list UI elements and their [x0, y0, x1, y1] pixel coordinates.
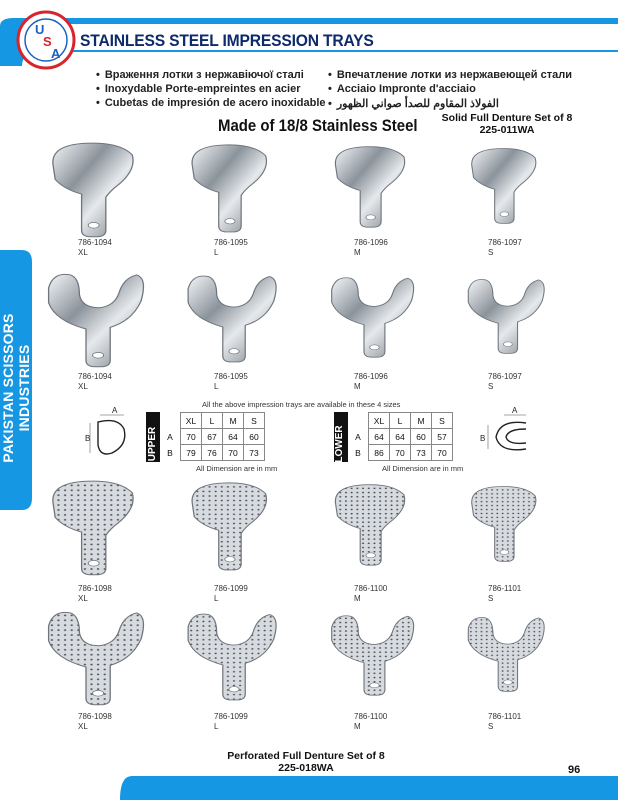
dimension-value: 70 [181, 429, 202, 445]
lang-russian: • Впечатление лотки из нержавеющей стали [328, 69, 572, 81]
perforated-upper-tray-l [182, 480, 284, 573]
solid-lower-tray-m [326, 274, 421, 360]
solid-lower-tray-label [488, 372, 522, 392]
solid-upper-tray-l [182, 142, 284, 235]
dimension-value: 86 [369, 445, 390, 461]
solid-upper-tray-xl [42, 140, 152, 240]
tray-size: L [214, 248, 219, 257]
dimension-row [348, 429, 453, 445]
side-company-label: PAKISTAN SCISSORS INDUSTRIES [0, 313, 32, 463]
tray-code: 786-1099 [214, 712, 248, 721]
solid-upper-tray-label [214, 238, 248, 258]
dimension-label: A [355, 431, 361, 442]
tray-size: S [488, 248, 494, 257]
solid-upper-tray-s [463, 146, 551, 226]
solid-upper-tray-m [326, 144, 421, 230]
perforated-lower-tray-l [182, 610, 284, 703]
perforated-upper-tray-label [488, 584, 521, 604]
lower-dimension-note: All Dimension are in mm [382, 464, 464, 473]
tray-size: S [488, 594, 494, 603]
perforated-lower-tray-label [214, 712, 248, 732]
perforated-lower-tray-s [463, 614, 551, 694]
size-header: XL [369, 413, 390, 429]
tray-code: 786-1094 [78, 238, 112, 247]
solid-upper-tray-label [78, 238, 112, 258]
svg-text:S: S [43, 34, 52, 49]
dimension-value: 64 [390, 429, 411, 445]
size-header: XL [181, 413, 202, 429]
lang-ukrainian: • Враження лотки з нержавіючої сталі [96, 69, 304, 81]
dimension-label: B [355, 447, 361, 458]
dimension-value: 60 [244, 429, 265, 445]
dimension-row [348, 445, 453, 461]
upper-dimension-table [160, 412, 265, 461]
perforated-upper-tray-m [326, 482, 421, 568]
size-header: S [432, 413, 453, 429]
dimension-row [160, 445, 265, 461]
svg-text:A: A [51, 46, 61, 61]
tray-size: S [488, 382, 494, 391]
perforated-upper-tray-xl [42, 478, 152, 578]
dimension-label: B [167, 447, 173, 458]
perforated-lower-tray-label [78, 712, 112, 732]
perforated-set-label: Perforated Full Denture Set of 8 225-018WA [227, 750, 385, 774]
perforated-lower-tray-label [488, 712, 521, 732]
perforated-lower-tray-label [354, 712, 387, 732]
perforated-lower-tray-xl [42, 608, 152, 708]
tray-code: 786-1098 [78, 712, 112, 721]
tray-size: L [214, 594, 219, 603]
lang-arabic: • الفولاذ المقاوم للصدأ صواني الظهور [328, 97, 499, 110]
tray-size: XL [78, 594, 88, 603]
diagram-label-b: B [85, 434, 91, 443]
tray-size: M [354, 722, 361, 731]
perforated-upper-tray-label [78, 584, 112, 604]
tray-code: 786-1101 [488, 712, 522, 721]
dimension-label: A [167, 431, 173, 442]
svg-text:B: B [480, 434, 486, 443]
tray-size: XL [78, 722, 88, 731]
tray-code: 786-1101 [488, 584, 522, 593]
upper-tray-diagram [84, 405, 144, 460]
tray-code: 786-1098 [78, 584, 112, 593]
dimension-value: 64 [223, 429, 244, 445]
tray-code: 786-1100 [354, 584, 388, 593]
size-header: L [202, 413, 223, 429]
lang-french: • Inoxydable Porte-empreintes en acier [96, 83, 301, 95]
dimension-value: 73 [244, 445, 265, 461]
dimension-value: 79 [181, 445, 202, 461]
tray-size: M [354, 382, 361, 391]
dimension-value: 70 [223, 445, 244, 461]
upper-dimension-note: All Dimension are in mm [196, 464, 278, 473]
dimension-value: 67 [202, 429, 223, 445]
size-header: M [411, 413, 432, 429]
page-title: STAINLESS STEEL IMPRESSION TRAYS [80, 31, 374, 50]
tray-code: 786-1095 [214, 372, 248, 381]
dimension-value: 60 [411, 429, 432, 445]
dimension-row [160, 429, 265, 445]
perforated-upper-tray-label [214, 584, 248, 604]
dimension-value: 57 [432, 429, 453, 445]
tray-code: 786-1096 [354, 372, 388, 381]
tray-size: M [354, 594, 361, 603]
perforated-upper-tray-s [463, 484, 551, 564]
solid-lower-tray-label [354, 372, 388, 392]
dimension-value: 76 [202, 445, 223, 461]
tray-size: XL [78, 248, 88, 257]
lang-italian: • Acciaio Impronte d'acciaio [328, 83, 476, 95]
tray-size: S [488, 722, 494, 731]
dimension-value: 70 [432, 445, 453, 461]
solid-lower-tray-label [214, 372, 248, 392]
lang-spanish: • Cubetas de impresión de acero inoxidable [96, 97, 326, 109]
tray-code: 786-1097 [488, 238, 522, 247]
material-heading: Made of 18/8 Stainless Steel [218, 116, 418, 135]
svg-text:U: U [35, 22, 45, 37]
tray-code: 786-1095 [214, 238, 248, 247]
solid-upper-tray-label [488, 238, 522, 258]
lower-table-label: LOWER [334, 412, 348, 462]
tray-code: 786-1096 [354, 238, 388, 247]
tray-size: L [214, 722, 219, 731]
solid-lower-tray-xl [42, 270, 152, 370]
usa-dental-logo [16, 10, 76, 70]
solid-lower-tray-label [78, 372, 112, 392]
page-number: 96 [568, 764, 581, 776]
dimension-value: 70 [390, 445, 411, 461]
perforated-upper-tray-label [354, 584, 387, 604]
size-header: M [223, 413, 244, 429]
solid-lower-tray-s [463, 276, 551, 356]
solid-upper-tray-label [354, 238, 388, 258]
dimension-value: 64 [369, 429, 390, 445]
tray-code: 786-1100 [354, 712, 388, 721]
sizes-note: All the above impression trays are available in these 4 sizes [202, 400, 401, 409]
size-header: S [244, 413, 265, 429]
tray-size: XL [78, 382, 88, 391]
dimension-value: 73 [411, 445, 432, 461]
tray-size: M [354, 248, 361, 257]
tray-code: 786-1097 [488, 372, 522, 381]
tray-code: 786-1099 [214, 584, 248, 593]
tray-code: 786-1094 [78, 372, 112, 381]
lower-tray-diagram [478, 405, 538, 460]
tray-size: L [214, 382, 219, 391]
perforated-lower-tray-m [326, 612, 421, 698]
solid-set-label: Solid Full Denture Set of 8 225-011WA [441, 112, 573, 136]
size-header: L [390, 413, 411, 429]
upper-table-label: UPPER [146, 412, 160, 462]
lower-dimension-table [348, 412, 453, 461]
footer-band [120, 776, 618, 800]
solid-lower-tray-l [182, 272, 284, 365]
svg-text:A: A [512, 406, 518, 415]
diagram-label-a: A [112, 406, 118, 415]
